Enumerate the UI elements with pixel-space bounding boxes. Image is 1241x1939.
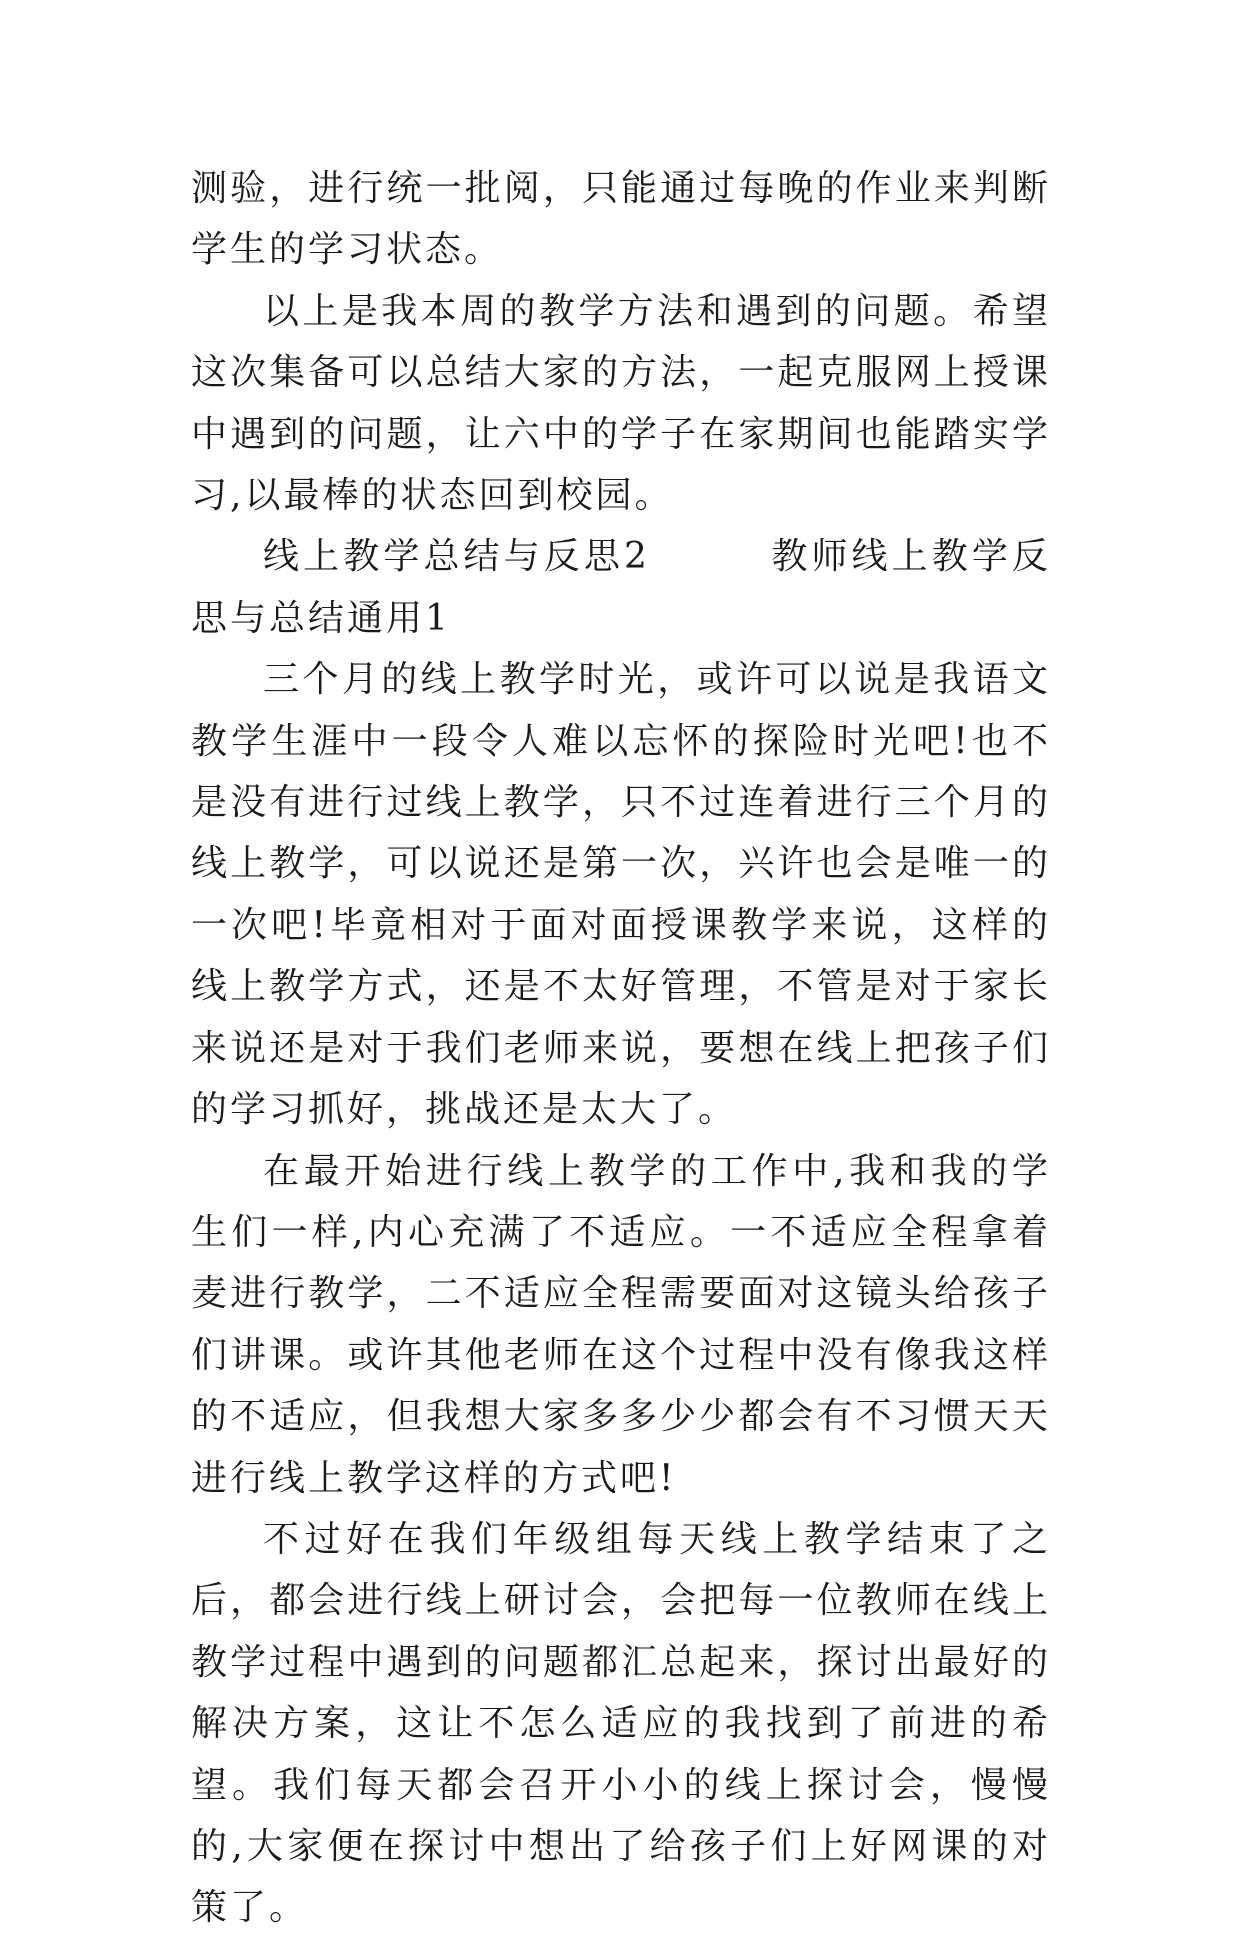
paragraph-adaptation: 在最开始进行线上教学的工作中,我和我的学生们一样,内心充满了不适应。一不适应全程拿着麦进行教学，二不适应全程需要面对这镜头给孩子们讲课。或许其他老师在这个过程中没有像我这样的不适应，但我想大家多多少少都会有不习惯天天进行线上教学这样的方式吧! [191,1150,1051,1499]
paragraph-seminar: 不过好在我们年级组每天线上教学结束了之后，都会进行线上研讨会，会把每一位教师在线上教学过程中遇到的问题都汇总起来，探讨出最好的解决方案，这让不怎么适应的我找到了前进的希望。我们每天都会召开小小的线上探讨会，慢慢的,大家便在探讨中想出了给孩子们上好网课的对策了。 [191,1518,1051,1929]
section-title: 线上教学总结与反思2 教师线上教学反思与总结通用1 [191,536,1051,639]
paragraph-summary: 以上是我本周的教学方法和遇到的问题。希望这次集备可以总结大家的方法，一起克服网上授课中遇到的问题，让六中的学子在家期间也能踏实学习,以最棒的状态回到校园。 [191,290,1051,517]
paragraph-continuation: 测验，进行统一批阅，只能通过每晚的作业来判断学生的学习状态。 [191,168,1051,271]
document-body [191,158,1051,1939]
paragraph-three-months: 三个月的线上教学时光，或许可以说是我语文教学生涯中一段令人难以忘怀的探险时光吧!也不是没有进行过线上教学，只不过连着进行三个月的线上教学，可以说还是第一次，兴许也会是唯一的一次吧!毕竟相对于面对面授课教学来说，这样的线上教学方式，还是不太好管理，不管是对于家长来说还是对于我们老师来说，要想在线上把孩子们的学习抓好，挑战还是太大了。 [191,659,1051,1131]
